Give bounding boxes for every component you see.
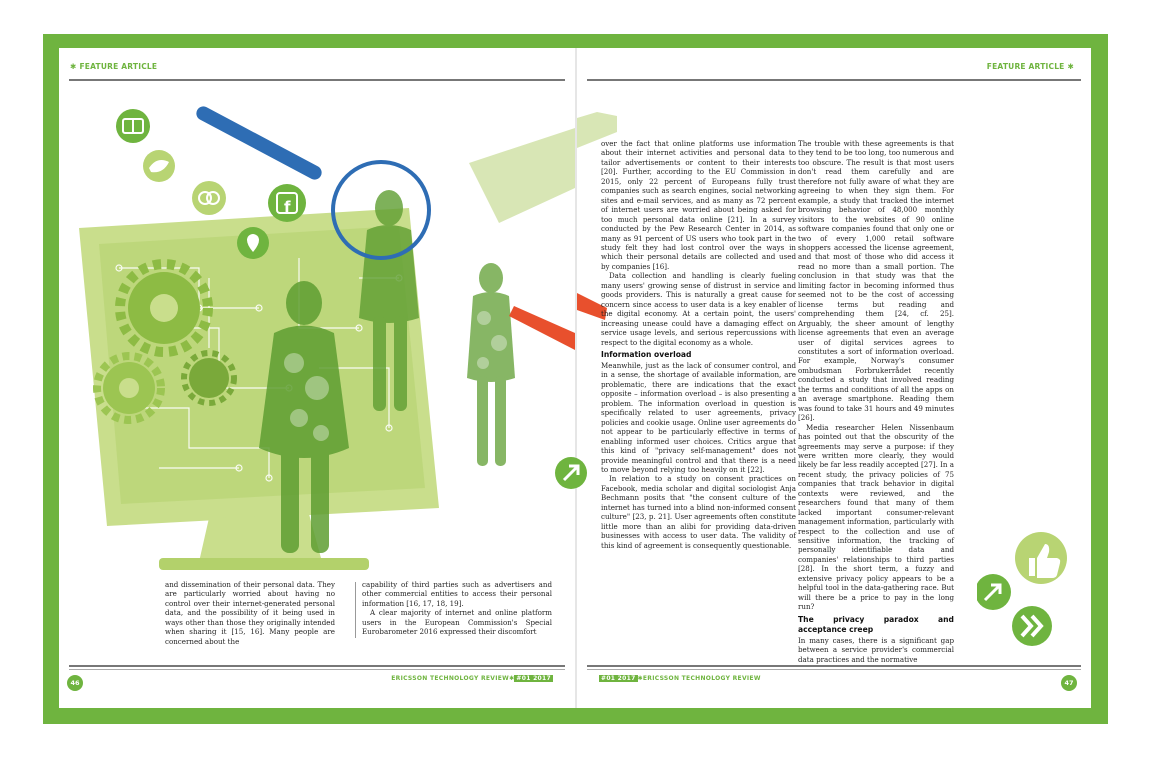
twitter-bird-icon: [143, 150, 175, 182]
section-label: FEATURE ARTICLE: [79, 62, 158, 71]
article-column-2: [362, 580, 552, 637]
publication-name: ERICSSON TECHNOLOGY REVIEW: [642, 675, 761, 682]
paragraph: A clear majority of internet and online platform users in the European Commission's Special Eurobarometer 2016 expressed their discomfort: [362, 608, 552, 637]
paragraph: over the fact that online platforms use information about their internet activities and personal data to tailor advertisements or content to their interests [20]. Further, according to the EU Commission in 2015, only 22 percent of Europeans fully trust companies such as search engines, social networking sites and e-mail services, and as many as 72 percent of internet users are worried about being asked for too much personal data online [21]. In a survey conducted by the Pew Research Center in 2014, as many as 91 percent of US users who took part in the study felt they had lost control over the ways in which their personal details are collected and used by companies [16].: [601, 139, 796, 271]
left-header: [67, 62, 157, 71]
thumbs-up-icon: [1015, 532, 1067, 584]
paragraph: The trouble with these agreements is that they tend to be too long, too numerous and too obscure. The result is that most users don't read them carefully and are therefore not fully aware of what they are agreeing to when they sign them. For example, a study that tracked the internet browsing behavior of 48,000 monthly visitors to the websites of 90 online software companies found that only one or two of every 1,000 retail software shoppers accessed the license agreement, and that most of those who did access it read no more than a small portion. The conclusion in that study was that the limiting factor in becoming informed thus seemed not to be the cost of accessing license terms but reading and comprehending them [24, cf. 25]. Arguably, the sheer amount of lengthy license agreements that even an average user of digital services agrees to constitutes a sort of information overload. For example, Norway's consumer ombudsman Forbrukerrådet recently conducted a study that involved reading the terms and conditions of all the apps on an average smartphone. Reading them was found to take 31 hours and 49 minutes [26].: [798, 139, 954, 423]
footer-rule-thin: [587, 669, 1081, 670]
paragraph: In relation to a study on consent practices on Facebook, media scholar and digital sociologist Anja Bechmann posits that "the consent culture of the internet has turned into a blind non-informed consent culture" [23, p. 21]. User agreements often constitute little more than an alibi for providing data-driven businesses with access to user data. The validity of this kind of agreement is consequently questionable.: [601, 474, 796, 550]
left-page: [59, 48, 575, 708]
article-column-4: [798, 139, 954, 664]
header-rule: [69, 79, 565, 81]
section-label: FEATURE ARTICLE: [986, 62, 1065, 71]
issue-badge: #01 2017: [601, 675, 636, 682]
paragraph: Media researcher Helen Nissenbaum has pointed out that the obscurity of the agreements may serve a purpose: if they were written more clearly, they would likely be far less readily accepted [27]. In a recent study, the privacy policies of 75 companies that track behavior in digital contexts were reviewed, and the researchers found that many of them lacked important consumer-relevant management information, particularly with respect to the collection and use of sensitive information, the tracking of personally identifiable data and companies' relationships to third parties [28]. In the short term, a fuzzy and extensive privacy policy appears to be a helpful tool in the data-gathering race. But will there be a price to pay in the long run?: [798, 422, 954, 612]
subheading: Information overload: [601, 349, 692, 359]
column-divider: [355, 582, 356, 638]
svg-text:f: f: [284, 198, 291, 216]
publication-name: ERICSSON TECHNOLOGY REVIEW: [391, 675, 510, 682]
left-footer: [391, 675, 553, 682]
right-footer: [599, 675, 761, 682]
paragraph: and dissemination of their personal data. They are particularly worried about having no control over their internet-generated personal data, and the possibility of it being used in ways other than those they originally intended when sharing it [15, 16]. Many people are concerned about the: [165, 580, 335, 646]
asterisk-icon: ✱: [1067, 62, 1074, 71]
asterisk-icon: ✱: [509, 675, 515, 682]
surveillance-camera-icon: [469, 128, 575, 223]
page-number: 46: [67, 675, 83, 691]
footer-rule: [587, 665, 1081, 667]
facebook-icon: [268, 184, 306, 222]
orange-tube: [509, 306, 575, 350]
right-header: [987, 62, 1077, 71]
paragraph: capability of third parties such as advertisers and other commercial entities to access their personal information [16, 17, 18, 19].: [362, 580, 552, 608]
arrow-up-right-icon: [554, 456, 588, 490]
asterisk-icon: ✱: [70, 62, 77, 71]
paragraph: In many cases, there is a significant gap between a service provider's commercial data practices and the normative: [798, 635, 954, 664]
article-column-1: [165, 580, 335, 646]
book-icon: [116, 109, 150, 143]
issue-badge: #01 2017: [516, 675, 551, 682]
arrow-up-right-icon: [977, 574, 1011, 610]
right-page: [577, 48, 1091, 708]
page-number: 47: [1061, 675, 1077, 691]
paragraph: Meanwhile, just as the lack of consumer control, and in a sense, the shortage of available information, are problematic, there are indications that the exact opposite – information overload – is also presenting a problem. The information overload in question is specifically related to user agreements, privacy policies and cookie usage. Online user agreements do not appear to be particularly effective in terms of enabling informed user choices. Critics argue that this kind of "privacy self-management" does not provide meaningful control and that there is a need to move beyond relying too heavily on it [22].: [601, 360, 796, 474]
decorative-icons: [977, 528, 1087, 648]
header-rule: [587, 79, 1081, 81]
paragraph: Data collection and handling is clearly fueling many users' growing sense of distrust in service and goods providers. This is naturally a great cause for concern since access to user data is a key enabler of the digital economy. At a certain point, the users' increasing unease could have a damaging effect on service usage levels, and serious repercussions with respect to the digital economy as a whole.: [601, 271, 796, 347]
article-column-3: [601, 139, 796, 550]
footer-rule: [69, 665, 565, 667]
privacy-illustration: [59, 88, 575, 588]
asterisk-icon: ✱: [637, 675, 643, 682]
double-chevron-icon: [1012, 606, 1052, 646]
location-pin-icon: [237, 227, 269, 259]
rings-icon: [192, 181, 226, 215]
subheading: The privacy paradox and acceptance creep: [798, 614, 954, 634]
footer-rule-thin: [69, 669, 565, 670]
